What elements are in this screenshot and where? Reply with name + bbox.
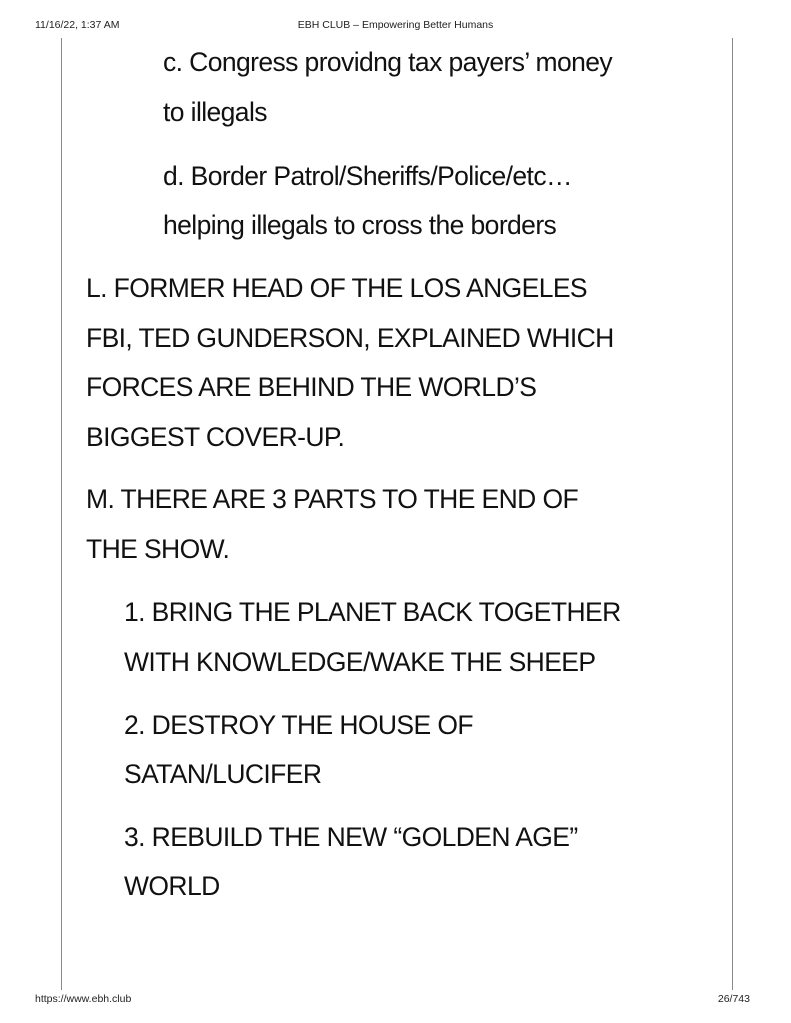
item-c-line-2: to illegals <box>163 97 267 127</box>
item-d-line-1: d. Border Patrol/Sheriffs/Police/etc… <box>163 161 572 191</box>
item-d-line-2: helping illegals to cross the borders <box>163 210 557 240</box>
item-l-line-1: L. FORMER HEAD OF THE LOS ANGELES <box>86 273 588 303</box>
item-l-line-2: FBI, TED GUNDERSON, EXPLAINED WHICH <box>86 323 614 353</box>
print-page-number: 26/743 <box>717 993 750 1005</box>
print-datetime: 11/16/22, 1:37 AM <box>35 19 120 31</box>
page-left-border <box>61 38 62 990</box>
item-m-line-1: M. THERE ARE 3 PARTS TO THE END OF <box>86 484 579 514</box>
item-3-line-2: WORLD <box>124 871 220 901</box>
item-1-line-1: 1. BRING THE PLANET BACK TOGETHER <box>124 597 621 627</box>
print-url: https://www.ebh.club <box>35 993 132 1005</box>
item-1-line-2: WITH KNOWLEDGE/WAKE THE SHEEP <box>124 647 596 677</box>
item-l-line-3: FORCES ARE BEHIND THE WORLD’S <box>86 372 537 402</box>
item-2-line-1: 2. DESTROY THE HOUSE OF <box>124 710 473 740</box>
item-l-line-4: BIGGEST COVER-UP. <box>86 422 345 452</box>
page-right-border <box>732 38 733 990</box>
print-page-title: EBH CLUB – Empowering Better Humans <box>297 19 494 31</box>
item-m-line-2: THE SHOW. <box>86 534 230 564</box>
item-c-line-1: c. Congress providng tax payers’ money <box>163 47 613 77</box>
item-2-line-2: SATAN/LUCIFER <box>124 759 322 789</box>
item-3-line-1: 3. REBUILD THE NEW “GOLDEN AGE” <box>124 822 578 852</box>
